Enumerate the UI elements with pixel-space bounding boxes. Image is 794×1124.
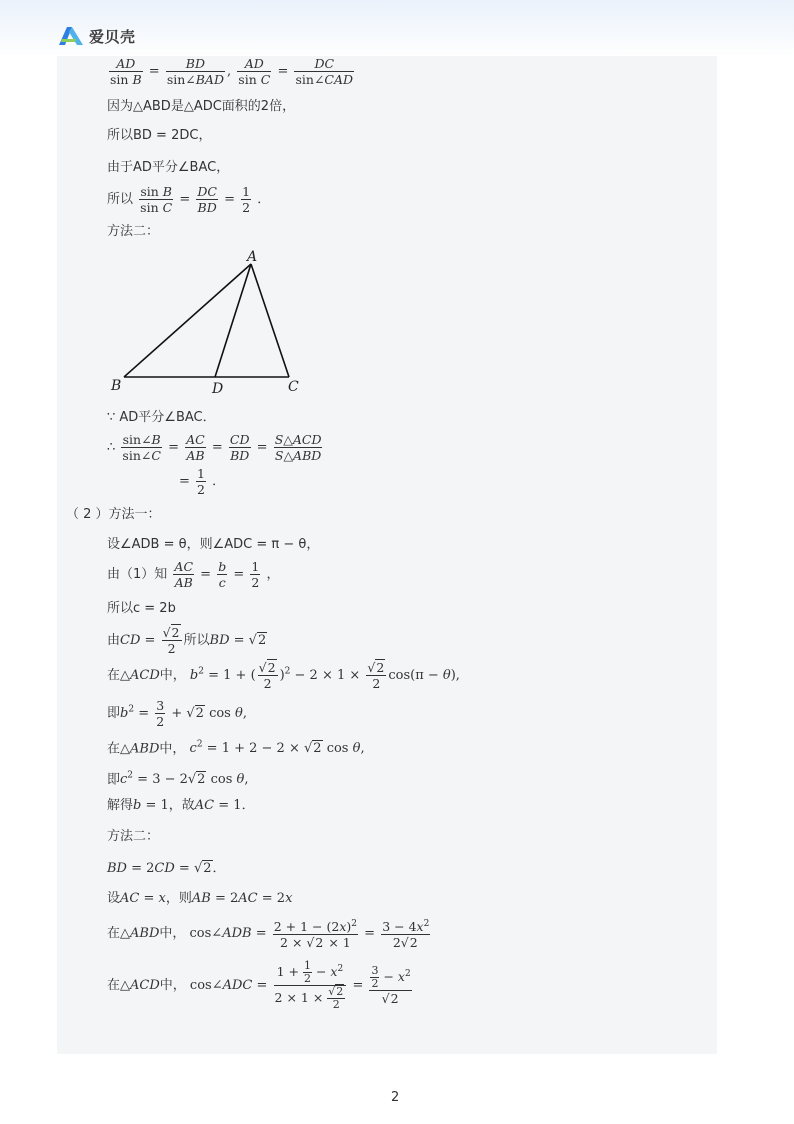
formula-side-ratio: 由（1）知 $\frac{AC}{AB}$ = $\frac{b}{c}$ = $\frac{1}{2}$ ， — [107, 559, 280, 590]
formula-b-squared: 即$b^2$ = $\frac{3}{2}$ + √2 cos θ, — [107, 698, 247, 729]
text-line: 由于AD平分∠BAC， — [107, 160, 230, 175]
formula-cosine-acd: 在△ACD中， $b^2 = 1$ + ( $\frac{√2}{2}$ )$^2$ − 2 × 1 × $\frac{√2}{2}$ cos(π − θ), — [107, 660, 460, 691]
formula-cos-adb: 在△ABD中， cos∠ADB = $\frac{2 + 1 - (2x)^2}{2 \times √2 \times 1}$ = $\frac{3 - 4x^2}{2√2}$ — [107, 919, 430, 951]
brand-name: 爱贝壳 — [89, 27, 136, 46]
formula-area-ratio: ∴ $\frac{\sin\angle B}{\sin\angle C}$ = $\frac{AC}{AB}$ = $\frac{CD}{BD}$ = S△ACD S△ABD — [107, 432, 322, 463]
triangle-figure — [108, 248, 308, 400]
formula-cd-length: 由CD = $\frac{√2}{2}$ 所以BD = √2 — [107, 625, 267, 656]
text-line: ∵ AD平分∠BAC． — [107, 410, 216, 425]
label-a: A — [247, 249, 258, 265]
text-line: 方法二： — [107, 224, 160, 239]
text-line: 所以BD = 2DC， — [107, 128, 212, 143]
label-c: C — [288, 379, 299, 395]
formula-bd: BD = 2CD = √2． — [107, 861, 226, 876]
formula-cos-adc: 在△ACD中， cos∠ADC = 1 + $\frac{1}{2}$ − $x^2$ 2 × 1 × $\frac{√2}{2}$ = $\frac{3}{2}$ − $x^2$ √2 — [107, 959, 411, 1011]
text-line: 因为△ABD是△ADC面积的2倍， — [107, 99, 296, 114]
formula-let-x: 设AC = x，则AB = 2AC = 2x — [107, 891, 293, 906]
formula-area-ratio-result: = $\frac{1}{2}$ ． — [179, 466, 226, 497]
side-ac — [251, 264, 289, 377]
label-b: B — [111, 378, 122, 394]
brand-logo — [58, 25, 136, 47]
formula-ratio: 所以 $\frac{\text{sin B}}{\text{sin C}}$ = $\frac{DC}{BD}$ = $\frac{1}{2}$ ． — [107, 184, 271, 215]
formula-cosine-abd: 在△ABD中， $c^2 = 1 + 2 - 2 \times √2$ cos θ, — [107, 740, 365, 757]
text-line: 设∠ADB = θ，则∠ADC = π − θ， — [107, 537, 320, 552]
section-heading: （ 2 ）方法一： — [66, 507, 161, 522]
label-d: D — [212, 381, 224, 397]
formula-solution: 解得b = 1，故AC = 1． — [107, 798, 255, 813]
formula-c-squared: 即$c^2 = 3 - 2√2$ cos θ, — [107, 771, 249, 788]
side-ab — [124, 264, 251, 377]
page-number: 2 — [391, 1090, 400, 1105]
text-line: 所以c = 2b — [107, 601, 176, 616]
formula-law-of-sines: $\frac{AD}{\text{sin B}}$ = BD sin∠BAD , $\frac{AD}{\text{sin C}}$ = DC sin∠CAD — [110, 56, 354, 87]
text-line: 方法二： — [107, 829, 160, 844]
logo-icon — [58, 26, 84, 46]
